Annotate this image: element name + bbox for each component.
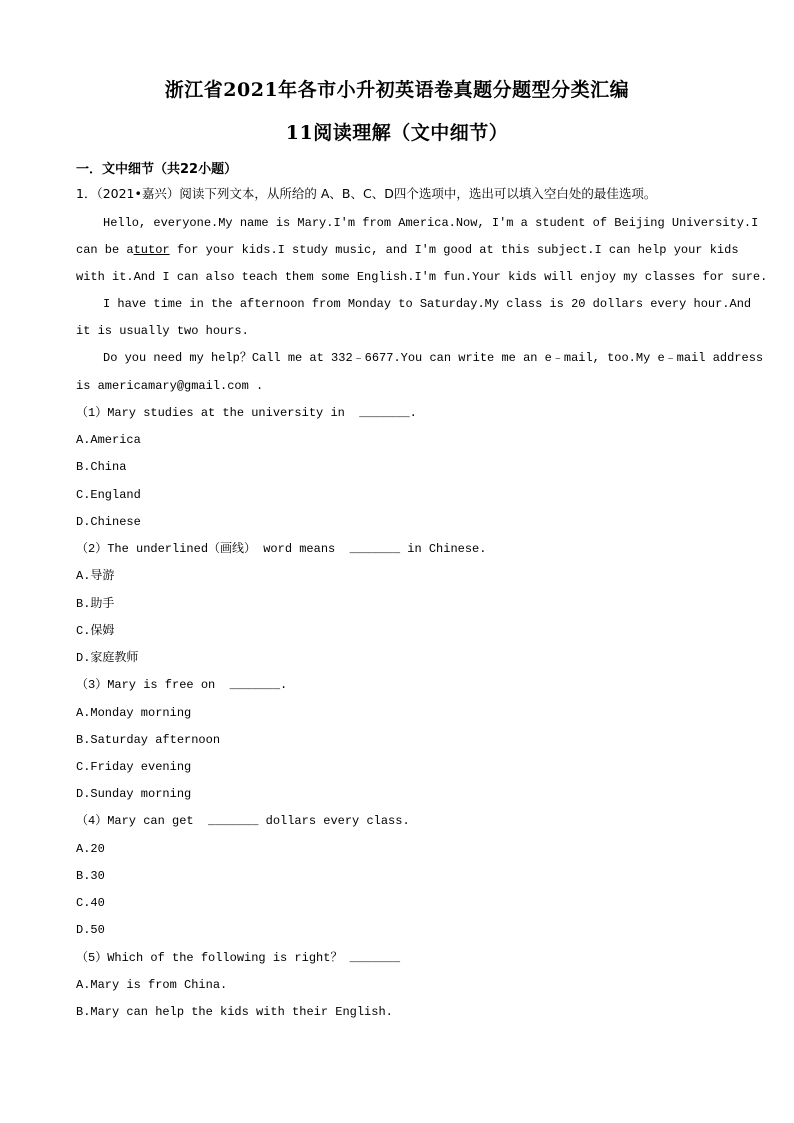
passage-line: Hello, everyone.My name is Mary.I'm from America.Now, I'm a student of Beijing University.I	[103, 216, 759, 230]
question-intro: 1．（2021•嘉兴）阅读下列文本，从所给的 A、B、C、D四个选项中，选出可以填入空白处的最佳选项。	[76, 186, 657, 201]
option-b: B.30	[76, 869, 105, 883]
option-d: D.Sunday morning	[76, 787, 192, 801]
passage-line: I have time in the afternoon from Monday to Saturday.My class is 20 dollars every hour.And	[103, 297, 752, 311]
passage-text: for your kids.I study music, and I'm good at this subject.I can help your kids	[169, 243, 739, 257]
passage-line: it is usually two hours.	[76, 324, 249, 338]
option-b: B.China	[76, 460, 127, 474]
option-b: B.Saturday afternoon	[76, 733, 221, 747]
sub-question-3: （3）Mary is free on _______.	[76, 678, 288, 692]
sub-question-5: （5）Which of the following is right？ _______	[76, 951, 401, 965]
option-a: A.Mary is from China.	[76, 978, 228, 992]
passage-text: can be a	[76, 243, 134, 257]
option-d: D.家庭教师	[76, 651, 139, 665]
option-a: A.导游	[76, 569, 115, 583]
option-d: D.50	[76, 923, 105, 937]
underlined-word: tutor	[133, 243, 170, 257]
passage-line	[76, 242, 739, 258]
option-c: C.40	[76, 896, 105, 910]
option-a: A.America	[76, 433, 141, 447]
passage-line: is americamary@gmail.com .	[76, 379, 264, 393]
option-b: B.Mary can help the kids with their English.	[76, 1005, 393, 1019]
sub-question-4: （4）Mary can get _______ dollars every class.	[76, 814, 410, 828]
passage-line: with it.And I can also teach them some English.I'm fun.Your kids will enjoy my classes for sure.	[76, 270, 768, 284]
sub-question-2: （2）The underlined（画线） word means _______ in Chinese.	[76, 542, 487, 556]
option-a: A.20	[76, 842, 105, 856]
option-d: D.Chinese	[76, 515, 141, 529]
option-b: B.助手	[76, 597, 115, 611]
option-c: C.England	[76, 488, 141, 502]
option-c: C.Friday evening	[76, 760, 192, 774]
document-title: 浙江省2021年各市小升初英语卷真题分题型分类汇编	[164, 79, 630, 101]
sub-question-1: （1）Mary studies at the university in _______.	[76, 406, 417, 420]
document-subtitle: 11阅读理解（文中细节）	[285, 122, 509, 144]
section-heading: 一．文中细节（共22小题）	[76, 162, 238, 177]
option-a: A.Monday morning	[76, 706, 192, 720]
option-c: C.保姆	[76, 624, 115, 638]
passage-line: Do you need my help？Call me at 332﹣6677.You can write me an e﹣mail, too.My e﹣mail address	[103, 351, 764, 365]
